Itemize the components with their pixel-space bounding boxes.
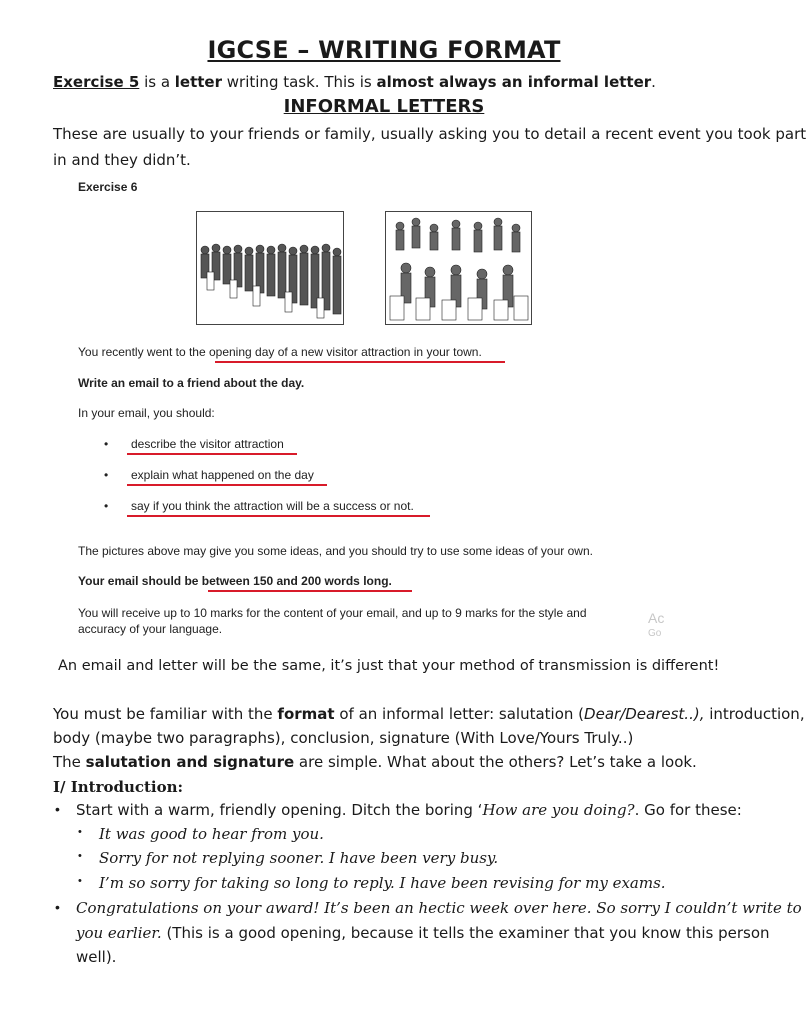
intro-sub-3: I’m so sorry for taking so long to reply. I have been revising for my exams. xyxy=(99,874,666,892)
email-note: An email and letter will be the same, it’s just that your method of transmission is different! xyxy=(58,658,720,674)
format-bold: format xyxy=(277,705,335,723)
page-title: IGCSE – WRITING FORMAT xyxy=(207,36,561,64)
exercise-pictures-note: The pictures above may give you some ideas, and you should try to use some ideas of your own. xyxy=(78,544,593,558)
red-underline-4 xyxy=(127,515,430,517)
intro-letter: letter xyxy=(174,73,223,91)
crowd-event-illustration xyxy=(385,211,532,325)
exercise-5-ref: Exercise 5 xyxy=(53,73,140,91)
format-line2: body (maybe two paragraphs), conclusion, signature (With Love/Yours Truly..) xyxy=(53,729,634,747)
exercise-line1-highlight: opening day of a new visitor attraction in your town. xyxy=(208,345,482,359)
exercise-marks-1: You will receive up to 10 marks for the content of your email, and up to 9 marks for the style and xyxy=(78,606,587,620)
intro-point-2-italic: you earlier. xyxy=(76,924,162,942)
section-heading: INFORMAL LETTERS xyxy=(283,96,485,117)
red-underline-2 xyxy=(127,453,297,455)
exercise-line1-prefix: You recently went to the xyxy=(78,345,209,359)
bullet-dot-1: • xyxy=(104,437,109,451)
bullet-main-2: • xyxy=(55,899,60,915)
bullet-main-1: • xyxy=(55,801,60,817)
bullet-sub-1: • xyxy=(78,826,82,838)
crowd-queue-illustration xyxy=(196,211,344,325)
intro-point-2-line3: well). xyxy=(76,948,117,966)
exercise-length xyxy=(78,574,392,588)
bullet-sub-2: • xyxy=(78,850,82,862)
exercise-should: In your email, you should: xyxy=(78,406,215,420)
introduction-heading: I/ Introduction: xyxy=(53,778,184,796)
intro-informal: almost always an informal letter xyxy=(376,73,652,91)
format-text-3c: are simple. What about the others? Let’s take a look. xyxy=(294,753,697,771)
intro-point-2-plain: (This is a good opening, because it tells the examiner that you know this person xyxy=(161,924,770,942)
para1-line2: in and they didn’t. xyxy=(53,151,191,169)
intro-text-1: is a xyxy=(139,73,175,91)
format-line3 xyxy=(53,751,697,773)
intro-period: . xyxy=(651,73,656,91)
bullet-sub-3: • xyxy=(78,875,82,887)
intro-point-1b: How are you doing? xyxy=(482,801,635,819)
red-underline-5 xyxy=(208,590,412,592)
bullet-dot-3: • xyxy=(104,499,109,513)
red-underline-3 xyxy=(127,484,327,486)
exercise-bullet-3: say if you think the attraction will be a success or not. xyxy=(131,499,414,513)
exercise-marks-2: accuracy of your language. xyxy=(78,622,223,636)
exercise-length-highlight: between 150 and 200 words long. xyxy=(201,574,392,588)
exercise-label: Exercise 6 xyxy=(78,180,138,194)
format-salutation-example: Dear/Dearest..), xyxy=(584,705,705,723)
intro-text-2: writing task. This is xyxy=(222,73,377,91)
exercise-bullet-2: explain what happened on the day xyxy=(131,468,314,482)
intro-point-1c: . Go for these: xyxy=(634,801,742,819)
intro-point-2-line2 xyxy=(76,922,770,944)
watermark-go: Go xyxy=(648,628,662,639)
exercise-bullet-1: describe the visitor attraction xyxy=(131,437,284,451)
watermark-ac: Ac xyxy=(648,610,665,626)
intro-point-1a: Start with a warm, friendly opening. Ditch the boring ‘ xyxy=(76,801,483,819)
exercise-line1 xyxy=(78,345,482,359)
para1-line1: These are usually to your friends or family, usually asking you to detail a recent event you took part xyxy=(53,125,806,143)
intro-line xyxy=(53,71,656,93)
intro-point-2-line1: Congratulations on your award! It’s been an hectic week over here. So sorry I couldn’t write to xyxy=(76,899,802,917)
format-line1 xyxy=(53,703,805,725)
intro-sub-2: Sorry for not replying sooner. I have been very busy. xyxy=(99,849,499,867)
format-text-e: introduction, xyxy=(704,705,805,723)
intro-point-1 xyxy=(76,799,742,821)
format-text-3a: The xyxy=(53,753,86,771)
exercise-task: Write an email to a friend about the day. xyxy=(78,376,305,390)
bullet-dot-2: • xyxy=(104,468,109,482)
exercise-length-prefix: Your email should be xyxy=(78,574,202,588)
format-bold-3b: salutation and signature xyxy=(85,753,295,771)
red-underline-1 xyxy=(215,361,505,363)
intro-sub-1: It was good to hear from you. xyxy=(99,825,324,843)
format-text-c: of an informal letter: salutation ( xyxy=(334,705,585,723)
format-text-a: You must be familiar with the xyxy=(53,705,278,723)
